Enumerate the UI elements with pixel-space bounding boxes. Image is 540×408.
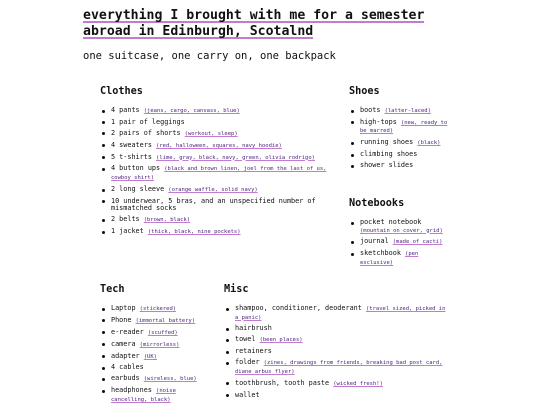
page <box>83 8 523 403</box>
item-note: (scuffed) <box>147 329 178 336</box>
list-item <box>360 238 453 247</box>
item-text: 1 pair of leggings <box>111 117 185 126</box>
item-text: adapter <box>111 351 140 360</box>
list-item <box>235 392 452 400</box>
item-note: (noise cancelling, black) <box>111 388 176 403</box>
list-shoes <box>349 107 453 170</box>
list-item <box>111 364 210 372</box>
list-item <box>235 336 452 345</box>
list-item <box>360 139 453 148</box>
item-text: 2 long sleeve <box>111 184 165 193</box>
section-heading-shoes: Shoes <box>349 86 380 97</box>
item-text: boots <box>360 106 381 114</box>
item-text: hairbrush <box>235 324 272 333</box>
list-item <box>360 119 453 136</box>
list-item <box>111 107 340 116</box>
section-heading-notebooks: Notebooks <box>349 198 405 209</box>
item-note: (latter-laced) <box>384 108 431 114</box>
section-misc <box>224 284 452 402</box>
item-text: e-reader <box>111 327 144 336</box>
item-text: high-tops <box>360 117 397 126</box>
page-subtitle: one suitcase, one carry on, one backpack <box>83 50 336 62</box>
item-note: (pen exclusive) <box>360 251 419 266</box>
item-text: sketchbook <box>360 249 401 258</box>
item-text: 2 pairs of shorts <box>111 128 181 137</box>
list-item <box>111 186 340 195</box>
item-note: (lime, gray, black, navy, green, olivia rodrigo) <box>156 154 315 161</box>
item-note: (jeans, cargo, canvass, blue) <box>143 108 240 114</box>
item-text: pocket notebook <box>360 218 422 226</box>
item-text: shower slides <box>360 161 414 170</box>
item-text: 2 belts <box>111 215 140 224</box>
list-item <box>111 305 210 314</box>
item-text: camera <box>111 339 136 348</box>
section-notebooks <box>349 198 453 271</box>
list-item <box>360 219 453 235</box>
list-item <box>111 119 340 127</box>
item-text: 4 sweaters <box>111 140 152 149</box>
section-heading-misc: Misc <box>224 284 249 295</box>
list-item <box>111 317 210 326</box>
item-note: (travel sized, picked in a panic) <box>235 306 446 321</box>
item-text: towel <box>235 335 256 344</box>
list-item <box>111 228 340 237</box>
list-item <box>111 387 210 404</box>
item-note: (mountain on cover, grid) <box>360 227 443 234</box>
section-heading-clothes: Clothes <box>100 86 143 97</box>
item-text: climbing shoes <box>360 150 418 159</box>
item-text: journal <box>360 237 389 246</box>
item-note: (wicked fresh!) <box>333 380 383 387</box>
item-note: (UK) <box>143 353 157 360</box>
item-note: (been places) <box>259 337 303 344</box>
list-item <box>235 380 452 389</box>
item-text: 1 jacket <box>111 227 144 236</box>
item-note: (wireless, blue) <box>143 376 197 383</box>
list-item <box>360 250 453 267</box>
item-text: 5 t-shirts <box>111 152 152 161</box>
list-misc <box>224 305 452 399</box>
item-note: (black and brown linen, joel from the last of us, cowboy shirt) <box>111 166 327 182</box>
item-note: (workout, sleep) <box>184 130 238 137</box>
item-note: (brown, black) <box>143 217 191 224</box>
item-note: (mirrorless) <box>139 341 180 348</box>
section-tech <box>100 284 210 408</box>
list-item <box>111 216 340 225</box>
section-heading-tech: Tech <box>100 284 125 295</box>
list-tech <box>100 305 210 404</box>
item-text: Phone <box>111 315 132 324</box>
item-text: running shoes <box>360 138 414 147</box>
item-note: (stickered) <box>139 306 177 312</box>
item-text: earbuds <box>111 374 140 383</box>
item-text: toothbrush, tooth paste <box>235 378 330 387</box>
page-title: everything I brought with me for a semester abroad in Edinburgh, Scotalnd <box>83 8 425 39</box>
list-item <box>111 353 210 362</box>
list-item <box>360 151 453 159</box>
item-note: (thick, black, nine pockets) <box>147 229 241 236</box>
item-note: (new, ready to be marred) <box>360 119 448 135</box>
item-text: shampoo, conditioner, deoderant <box>235 304 362 312</box>
list-item <box>111 154 340 163</box>
list-item <box>360 107 453 116</box>
item-text: retainers <box>235 347 272 356</box>
section-clothes <box>100 86 340 240</box>
item-note: (red, halloween, squares, navy hoodie) <box>156 142 282 149</box>
item-text: 4 button ups <box>111 164 161 173</box>
list-item <box>111 375 210 384</box>
list-item <box>111 142 340 151</box>
item-note: (orange waffle, solid navy) <box>168 186 258 193</box>
list-item <box>111 130 340 139</box>
list-clothes <box>100 107 340 237</box>
list-item <box>235 359 452 376</box>
item-text: folder <box>235 358 260 367</box>
item-text: headphones <box>111 386 152 395</box>
item-note: (zines, drawings from friends, breaking bad post card, diane arbus flyer) <box>235 360 443 375</box>
list-item <box>111 341 210 350</box>
item-note: (made of cacti) <box>392 239 443 246</box>
list-item <box>235 305 452 322</box>
item-text: 4 cables <box>111 363 144 372</box>
list-item <box>235 325 452 333</box>
list-item <box>111 198 340 213</box>
item-note: (black) <box>417 140 441 147</box>
item-text: 4 pants <box>111 106 140 114</box>
item-text: 10 underwear, 5 bras, and an unspecified number of mismatched socks <box>111 196 316 213</box>
list-item <box>235 348 452 356</box>
item-note: (immortal battery) <box>135 317 196 324</box>
list-item <box>111 329 210 338</box>
list-item <box>360 162 453 170</box>
list-item <box>111 165 340 182</box>
item-text: Laptop <box>111 304 136 312</box>
section-shoes <box>349 86 453 173</box>
list-notebooks <box>349 219 453 268</box>
item-text: wallet <box>235 390 260 399</box>
